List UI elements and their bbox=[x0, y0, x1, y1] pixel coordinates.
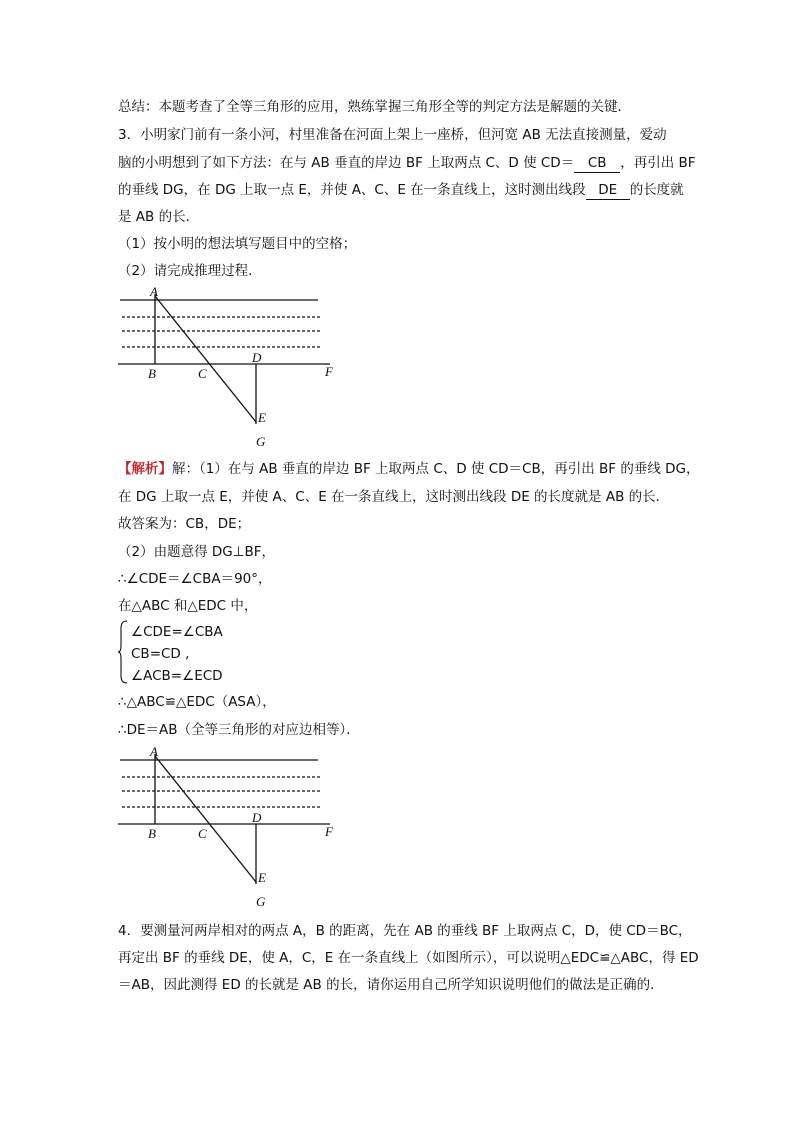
q4-line-3: ＝AB，因此测得 ED 的长就是 AB 的长，请你运用自己所学知识说明他们的做法是正确的． bbox=[118, 977, 664, 993]
label-C: C bbox=[198, 826, 207, 841]
blank-1: CB bbox=[574, 154, 620, 173]
analysis-tag: 【解析】 bbox=[118, 461, 172, 477]
label-G: G bbox=[256, 434, 266, 449]
label-D: D bbox=[252, 810, 262, 825]
q4-line-1: 4．要测量河两岸相对的两点 A，B 的距离，先在 AB 的垂线 BF 上取两点 C，D，使 CD＝BC， bbox=[118, 923, 692, 939]
analysis-line-7: ∴△ABC≌△EDC（ASA）， bbox=[118, 694, 276, 710]
analysis-line-2: 在 DG 上取一点 E，并使 A、C、E 在一条直线上，这时测出线段 DE 的长度就是 AB 的长． bbox=[118, 489, 670, 505]
river-figure-2 bbox=[110, 744, 350, 912]
condition-2: CB=CD , bbox=[131, 646, 190, 662]
q4-line-2: 再定出 BF 的垂线 DE，使 A，C，E 在一条直线上（如图所示），可以说明△EDC≌△ABC，得 ED bbox=[118, 950, 699, 966]
label-F: F bbox=[325, 824, 333, 839]
label-A: A bbox=[150, 744, 158, 759]
analysis-line-6: 在△ABC 和△EDC 中， bbox=[118, 598, 258, 614]
analysis-line-4: （2）由题意得 DG⊥BF， bbox=[118, 544, 276, 560]
label-B: B bbox=[148, 826, 156, 841]
label-E: E bbox=[258, 870, 266, 885]
q3-sub-1: （1）按小明的想法填写题目中的空格； bbox=[118, 236, 357, 252]
label-B: B bbox=[148, 366, 156, 381]
q3-line-2: 脑的小明想到了如下方法：在与 AB 垂直的岸边 BF 上取两点 C、D 使 CD＝ CB ，再引出 BF bbox=[118, 155, 696, 171]
label-D: D bbox=[252, 350, 262, 365]
summary-line: 总结：本题考查了全等三角形的应用，熟练掌握三角形全等的判定方法是解题的关键． bbox=[118, 99, 631, 115]
condition-1: ∠CDE=∠CBA bbox=[131, 624, 223, 640]
analysis-line-8: ∴DE＝AB（全等三角形的对应边相等）． bbox=[118, 722, 360, 738]
river-figure-1 bbox=[110, 284, 350, 452]
analysis-line-3: 故答案为：CB，DE； bbox=[118, 516, 251, 532]
q3-line-4: 是 AB 的长． bbox=[118, 209, 200, 225]
blank-2: DE bbox=[586, 181, 630, 200]
q3-sub-2: （2）请完成推理过程． bbox=[118, 263, 262, 279]
analysis-line-5: ∴∠CDE＝∠CBA＝90°， bbox=[118, 571, 272, 587]
label-G: G bbox=[256, 894, 266, 909]
q3-line-3: 的垂线 DG，在 DG 上取一点 E，并使 A、C、E 在一条直线上，这时测出线段 DE 的长度就 bbox=[118, 182, 684, 198]
label-A: A bbox=[150, 284, 158, 299]
label-E: E bbox=[258, 410, 266, 425]
label-F: F bbox=[325, 364, 333, 379]
analysis-line-1: 【解析】解：（1）在与 AB 垂直的岸边 BF 上取两点 C、D 使 CD＝CB，再引出 BF 的垂线 DG， bbox=[118, 461, 700, 477]
condition-3: ∠ACB=∠ECD bbox=[131, 668, 223, 684]
brace-icon bbox=[118, 620, 128, 684]
q3-line-1: 3．小明家门前有一条小河，村里准备在河面上架上一座桥，但河宽 AB 无法直接测量，爱动 bbox=[118, 127, 667, 143]
label-C: C bbox=[198, 366, 207, 381]
